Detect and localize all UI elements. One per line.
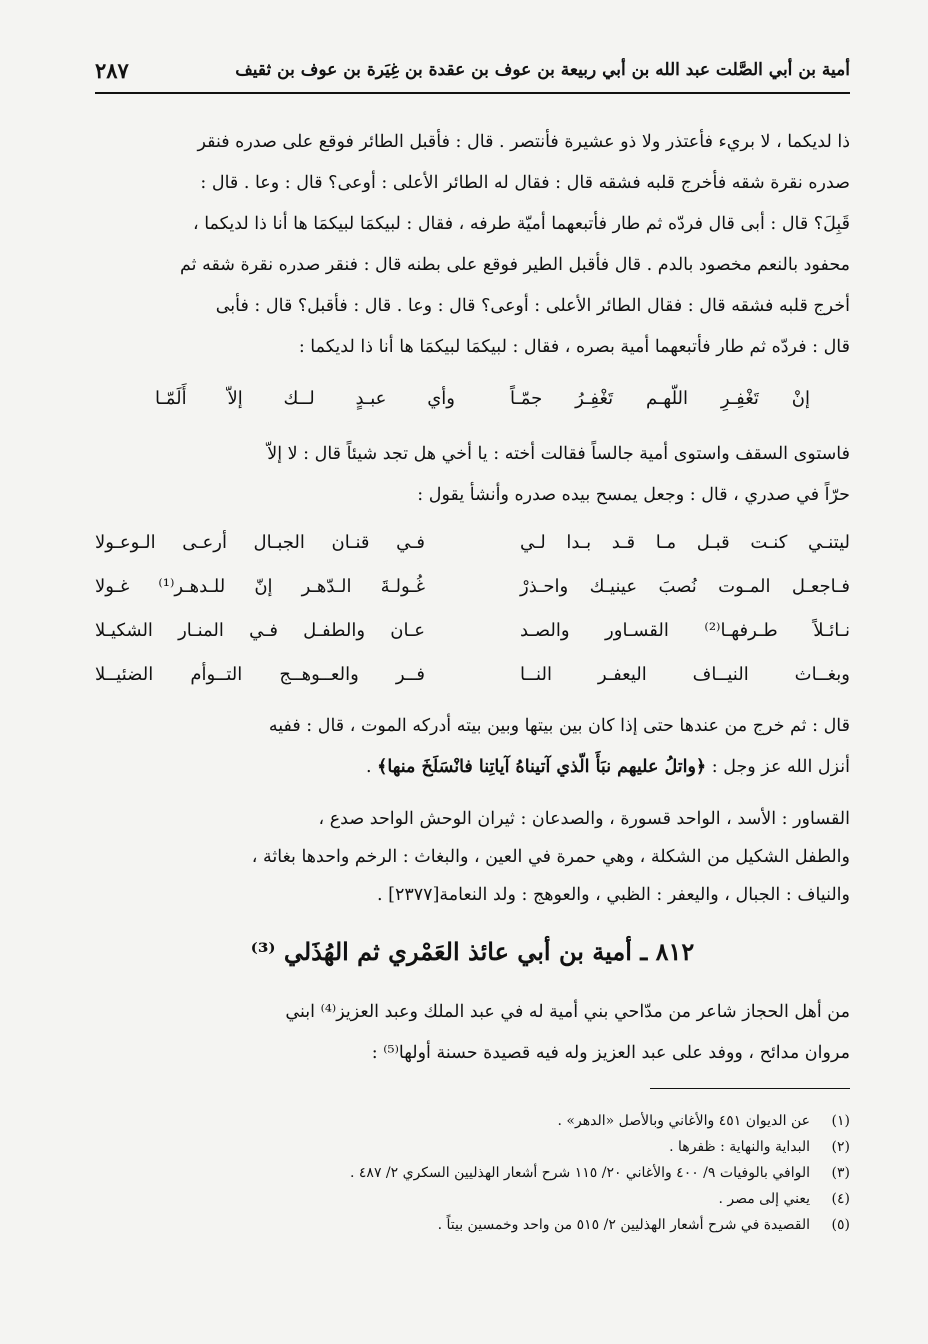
quran-quote: ﴿واتلُ عليهم نبَأَ الّذي آتيناهُ آياتِنا فانْسَلَخَ منها﴾	[377, 757, 707, 777]
text-line: أخرج قلبه فشقه قال : فقال الطائر الأعلى : أوعى؟ قال : وعا . قال : فأقبل؟ قال : فأبى	[215, 296, 850, 316]
poem-verse	[95, 664, 850, 704]
text-line: حرّاً في صدري ، قال : وجعل يمسح بيده صدره وأنشأ يقول :	[417, 485, 850, 505]
text-line: مروان مدائح ، ووفد على عبد العزيز وله فيه قصيدة حسنة أولها⁽⁵⁾ :	[371, 1043, 850, 1063]
verse-first-hemistich: ليتنـي كنـت قبـل مـا قـد بـدا لـي	[520, 532, 850, 553]
footnote-number: (٣)	[831, 1165, 850, 1181]
verse-second-hemistich: وأي عبـدٍ لــك إلاّ أَلَمّـا	[155, 388, 455, 409]
text-fragment: .	[365, 757, 378, 777]
text-line	[95, 747, 850, 788]
footnote	[95, 1108, 850, 1134]
paragraph-narrative	[95, 122, 850, 368]
footnote-number: (٤)	[831, 1191, 850, 1207]
footnote-number: (١)	[831, 1113, 850, 1129]
text-line: صدره نقرة شقه فأخرج قلبه فشقه قال : فقال له الطائر الأعلى : أوعى؟ قال : وعا . قال :	[200, 173, 850, 193]
text-line: والطفل الشكيل من الشكلة ، وهي حمرة في العين ، والبغاث : الرخم واحدها بغاثة ،	[251, 847, 850, 867]
footnote	[95, 1186, 850, 1212]
verse-second-hemistich: عـان والطفـل فـي المنـار الشكيـلا	[95, 620, 425, 641]
footnote-number: (٢)	[831, 1139, 850, 1155]
paragraph-biography	[95, 992, 850, 1074]
text-line: فاستوى السقف واستوى أمية جالساً فقالت أخته : يا أخي هل تجد شيئاً قال : لا إلاّ	[267, 444, 850, 464]
footnote	[95, 1212, 850, 1238]
biography-heading: ٨١٢ ـ أمية بن أبي عائذ العَمْري ثم الهُذَلي ⁽³⁾	[250, 937, 695, 966]
text-line: من أهل الحجاز شاعر من مدّاحي بني أمية له في عبد الملك وعبد العزيز⁽⁴⁾ ابني	[285, 1002, 850, 1022]
footnote	[95, 1134, 850, 1160]
page-number: ٢٨٧	[95, 58, 129, 83]
footnote-text: البداية والنهاية : ظفرها .	[669, 1139, 810, 1155]
verse-first-hemistich: فـاجعـل المـوت نُصبَ عينيـك واحـذرْ	[520, 576, 850, 597]
page-header	[95, 56, 850, 94]
verse-second-hemistich: فــر والعــوهــج التــوأم الضئيــلا	[95, 664, 425, 685]
text-fragment: أنزل الله عز وجل :	[706, 757, 850, 777]
footnote-text: القصيدة في شرح أشعار الهذليين ٢/ ٥١٥ من واحد وخمسين بيتاً .	[437, 1217, 810, 1233]
verse-first-hemistich: إنْ تَغْفِـرِ اللّهـم تَغْفِـرُ جمّـاً	[510, 388, 810, 409]
text-line: ذا لديكما ، لا بريء فأعتذر ولا ذو عشيرة فأنتصر . قال : فأقبل الطائر فوقع على صدره فنقر	[197, 132, 850, 152]
verse-second-hemistich: فـي قنـان الجبـال أرعـى الـوعـولا	[95, 532, 425, 553]
text-line: قَبِلَ؟ قال : أبى قال فردّه ثم طار فأتبعهما أميّة طرفه ، فقال : لبيكمَا لبيكمَا ها أنا ذا لديكما ،	[193, 214, 850, 234]
verse-line	[95, 388, 850, 428]
paragraph-sister	[95, 434, 850, 516]
text-line: قال : ثم خرج من عندها حتى إذا كان بين بيتها وبين بيته أدركه الموت ، قال : ففيه	[268, 716, 850, 736]
footnote-number: (٥)	[831, 1217, 850, 1233]
footnote-text: عن الديوان ٤٥١ والأغاني وبالأصل «الدهر» .	[557, 1113, 810, 1129]
verse-first-hemistich: نـائـلاً طـرفهـا⁽²⁾ القسـاور والصـد	[520, 620, 850, 641]
text-line: القساور : الأسد ، الواحد قسورة ، والصدعان : ثيران الوحش الواحد صدع ،	[318, 809, 850, 829]
verse-first-hemistich: وبغــاث النيــاف اليعفـر النــا	[520, 664, 850, 685]
footnote-divider	[650, 1088, 850, 1089]
text-line: والنياف : الجبال ، واليعفر : الظبي ، والعوهج : ولد النعامة[٢٣٧٧] .	[377, 885, 850, 905]
paragraph-glossary	[95, 800, 850, 914]
poem-verse	[95, 620, 850, 660]
footnote-text: الوافي بالوفيات ٩/ ٤٠٠ والأغاني ٢٠/ ١١٥ شرح أشعار الهذليين السكري ٢/ ٤٨٧ .	[350, 1165, 810, 1181]
poem-verse	[95, 576, 850, 616]
text-line: محفود بالنعم مخصود بالدم . قال فأقبل الطير فوقع على بطنه قال : فنقر صدره نقرة شقه ثم	[179, 255, 850, 275]
verse-second-hemistich: غُـولـةَ الـدّهـر إنّ للـدهـر⁽¹⁾ غـولا	[95, 576, 425, 597]
running-title: أمية بن أبي الصَّلت عبد الله بن أبي ربيعة بن عوف بن عقدة بن غِيَرة بن عوف بن ثقيف	[235, 60, 850, 80]
footnote-text: يعني إلى مصر .	[718, 1191, 810, 1207]
text-line: قال : فردّه ثم طار فأتبعهما أمية بصره ، فقال : لبيكمَا لبيكمَا ها أنا ذا لديكما :	[298, 337, 850, 357]
footnotes	[95, 1108, 850, 1238]
footnote	[95, 1160, 850, 1186]
poem-verse	[95, 532, 850, 572]
paragraph-death	[95, 706, 850, 788]
